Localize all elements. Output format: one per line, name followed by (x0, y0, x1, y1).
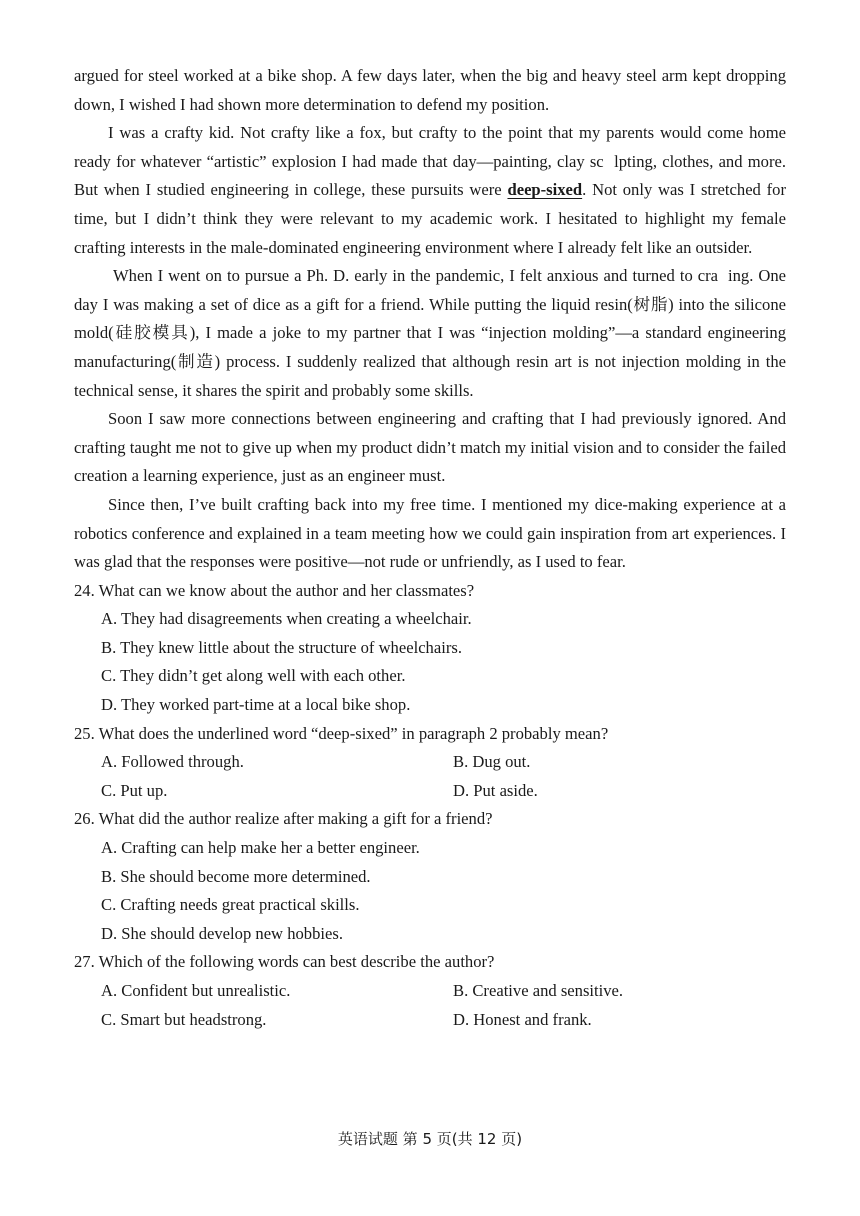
option-row (74, 1006, 786, 1035)
paragraph-2-text-end: . Not only was I stretched for time, but I didn’t think they were relevant to my academic work. I hesitated to highlight my female crafting interests in the male-dominated engineering environment where I already felt like an outsider. (74, 180, 786, 257)
question-26 (74, 805, 786, 948)
option-c: C. Crafting needs great practical skills. (101, 895, 360, 915)
passage-paragraph-5: Since then, I’ve built crafting back into my free time. I mentioned my dice-making experience at a robotics conference and explained in a team meeting how we could gain inspiration from art experiences. I was glad that the responses were positive—not rude or unfriendly, as I used to fear. (74, 494, 786, 572)
option-row (74, 977, 786, 1006)
option-a: A. Followed through. (101, 752, 244, 772)
option-c: C. They didn’t get along well with each other. (101, 666, 406, 686)
question-stem: 27. Which of the following words can best describe the author? (74, 952, 495, 972)
passage-paragraph-4: Soon I saw more connections between engineering and crafting that I had previously ignored. And crafting taught me not to give up when my product didn’t match my initial vision and to consider the failed creation a learning experience, just as an engineer must. (74, 409, 786, 486)
option-a: A. Confident but unrealistic. (101, 981, 291, 1000)
option-a: A. Crafting can help make her a better engineer. (101, 838, 420, 858)
option-c: C. Smart but headstrong. (101, 1009, 267, 1029)
option-b: B. They knew little about the structure of wheelchairs. (101, 637, 462, 657)
page-footer: 英语试题 第 5 页(共 12 页) (337, 1130, 523, 1148)
question-stem: 25. What does the underlined word “deep-sixed” in paragraph 2 probably mean? (74, 723, 609, 743)
option-b: B. Creative and sensitive. (453, 981, 624, 1000)
paragraph-2-text-start: I was a crafty kid. Not crafty like a fox, but crafty to the point that my parents would come home ready for whatever “artistic” explosion I had made that day—painting, clay sc lpting, clothes, and more. But when I studied engineering in college, these pursuits were (74, 123, 786, 200)
reading-passage (74, 62, 786, 1034)
question-24 (74, 577, 786, 720)
option-d: D. Honest and frank. (453, 1009, 592, 1029)
option-row (74, 748, 786, 777)
question-27 (74, 948, 786, 1034)
option-d: D. They worked part-time at a local bike shop. (101, 695, 411, 715)
option-d: D. She should develop new hobbies. (101, 923, 343, 943)
passage-paragraph-1: argued for steel worked at a bike shop. A few days later, when the big and heavy steel arm kept dropping down, I wished I had shown more determination to defend my position. (74, 66, 786, 114)
option-b: B. Dug out. (453, 752, 531, 772)
option-d: D. Put aside. (453, 780, 538, 800)
question-25 (74, 720, 786, 806)
question-stem: 24. What can we know about the author and her classmates? (74, 580, 475, 600)
underlined-word: deep-sixed (507, 180, 583, 200)
option-b: B. She should become more determined. (101, 866, 371, 886)
question-stem: 26. What did the author realize after making a gift for a friend? (74, 809, 493, 829)
passage-paragraph-2 (74, 119, 786, 262)
passage-paragraph-3: When I went on to pursue a Ph. D. early in the pandemic, I felt anxious and turned to cra ing. One day I was making a set of dice as a gift for a friend. While putting the liquid resin(树脂) into the silicone mold(硅胶模具), I made a joke to my partner that I was “injection molding”—a standard engineering manufacturing(制造) process. I suddenly realized that although resin art is not injection molding in the technical sense, it shares the spirit and probably some skills. (74, 266, 786, 400)
option-a: A. They had disagreements when creating a wheelchair. (101, 609, 472, 629)
option-row (74, 777, 786, 806)
option-c: C. Put up. (101, 780, 168, 800)
